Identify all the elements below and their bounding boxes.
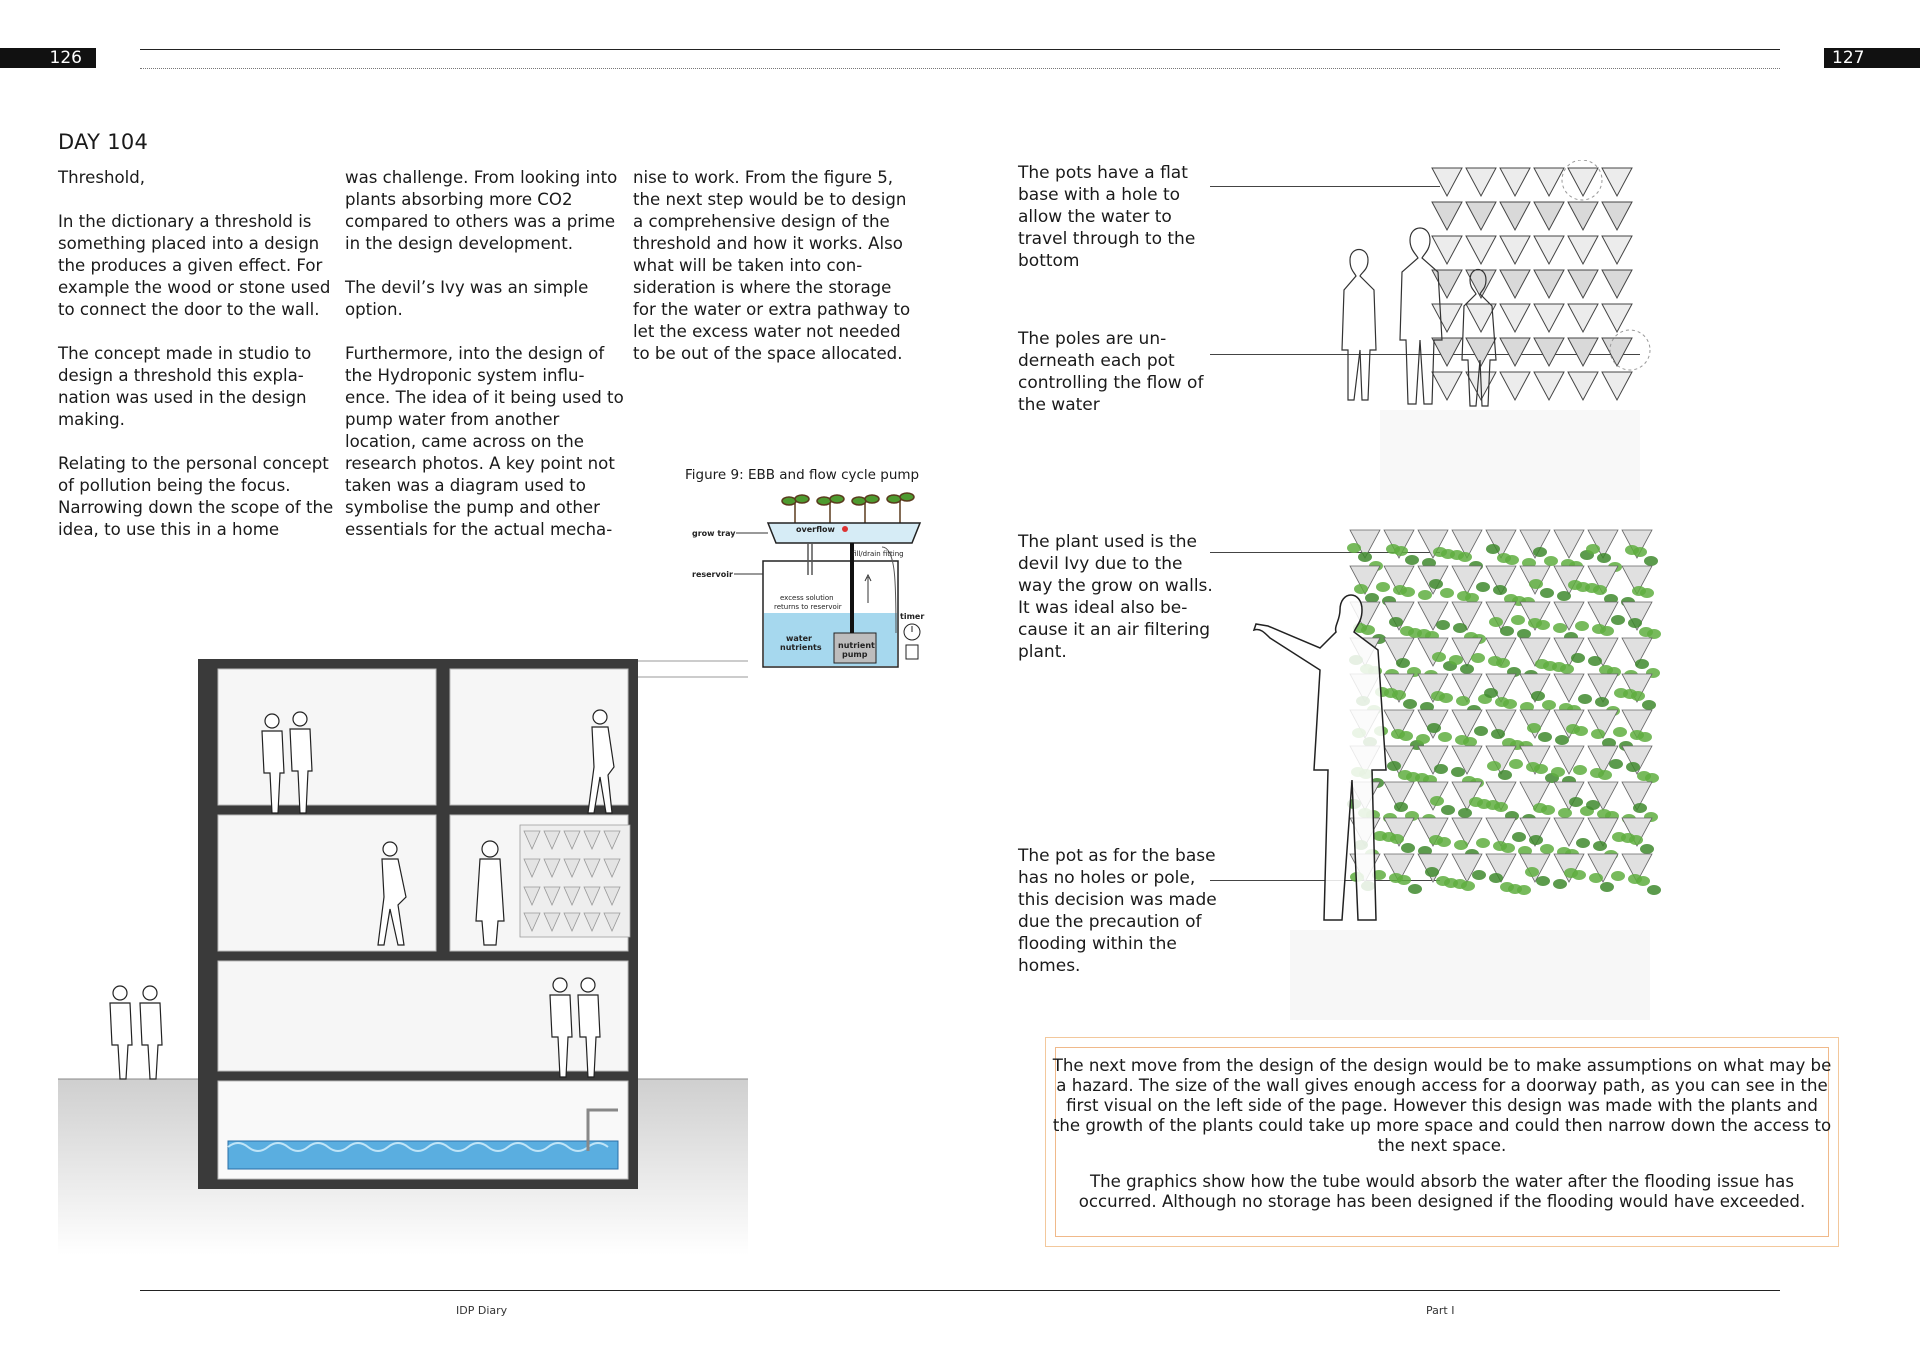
ivy-leaf [1575,621,1589,631]
ivy-leaf [1553,879,1567,889]
ivy-leaf [1512,832,1526,842]
ivy-leaf [1553,623,1567,633]
ivy-leaf [1557,591,1571,601]
ivy-leaf [1436,620,1450,630]
ivy-pot-shape [1384,746,1414,774]
pot-shape [1432,372,1462,400]
pot-shape [1500,338,1530,366]
pot-shape [1432,304,1462,332]
ivy-leaf [1405,555,1419,565]
callout-poles: The poles are un-derneath each pot controlling the flow of the water [1018,329,1204,415]
ivy-leaf [1517,629,1531,639]
ivy-leaf [1450,550,1464,560]
pot-shape [1432,270,1462,298]
paragraph: The concept made in studio to design a threshold this expla-nation was used in the design making. [58,344,312,429]
text-column-1 [58,167,340,563]
ivy-leaf [1576,838,1590,848]
ivy-leaf [1642,700,1656,710]
pot-shape [1602,236,1632,264]
ivy-leaf [1571,653,1585,663]
pot-shape [1432,202,1462,230]
callout-pots: The pots have a flat base with a hole to allow the water to travel through to the bottom [1018,163,1196,271]
pot-shape [1568,304,1598,332]
pot-shape [1500,236,1530,264]
pot-shape [1568,202,1598,230]
summary-paragraph: The graphics show how the tube would absorb the water after the flooding issue has occurred. Although no storage has been designed if the flooding would have exceeded. [1078,1172,1806,1211]
ivy-leaf [1611,615,1625,625]
ivy-leaf [1555,735,1569,745]
ivy-leaf [1593,841,1607,851]
ivy-leaf [1489,873,1503,883]
ivy-leaf [1441,805,1455,815]
header-dotted-rule [140,68,1780,69]
pot-shape [1568,236,1598,264]
ivy-leaf [1415,773,1429,783]
ivy-leaf [1408,884,1422,894]
pot-shape [1602,372,1632,400]
label-reservoir: reservoir [692,570,733,579]
ivy-leaf [1484,688,1498,698]
ivy-leaf [1440,588,1454,598]
paragraph: Furthermore, into the design of the Hydroponic system influ-ence. The idea of it being used to pump water from another location, came across on the research photos. A key point not taken was a diagram used to symbolise the pump and other essentials for the actual mecha- [345,344,624,539]
ivy-leaf [1591,729,1605,739]
pot-shape [1466,236,1496,264]
paragraph: The devil’s Ivy was an simple option. [345,278,589,319]
ivy-pot-shape [1418,638,1448,666]
label-pump-1: nutrient [838,641,875,650]
ivy-leaf [1628,618,1642,628]
building-section-illustration [58,655,758,1255]
ivy-pot-shape [1554,530,1584,558]
ivy-leaf [1488,656,1502,666]
ivy-leaf [1497,553,1511,563]
ivy-leaf [1433,547,1447,557]
ivy-leaf [1416,734,1430,744]
paragraph: nise to work. From the figure 5, the next step would be to design a comprehensive design of the threshold and how it works. Also what will be taken into con-sideration is where the storage for the water or extra pathway to let the excess water not needed to be out of the space allocated. [633,168,911,363]
ivy-leaf [1376,582,1390,592]
ivy-leaf [1449,655,1463,665]
ivy-leaf [1590,768,1604,778]
pot-shape [1432,338,1462,366]
pot-wall-render [1320,160,1660,500]
ivy-leaf [1566,724,1580,734]
ivy-leaf [1400,626,1414,636]
ivy-leaf [1525,867,1539,877]
ivy-leaf [1564,868,1578,878]
ivy-leaf [1613,727,1627,737]
pot-shape [1534,168,1564,196]
text-column-3 [633,167,911,387]
label-nutrients: nutrients [780,643,822,652]
ivy-leaf [1609,759,1623,769]
ivy-leaf [1387,761,1401,771]
callout-plant: The plant used is the devil Ivy due to the way the grow on walls. It was ideal also be-cause it an air filtering plant. [1018,532,1213,662]
pot-shape [1466,202,1496,230]
ivy-leaf [1472,870,1486,880]
ivy-leaf [1429,579,1443,589]
ivy-leaf [1432,652,1446,662]
ivy-leaf [1536,876,1550,886]
ivy-leaf [1401,843,1415,853]
ivy-leaf [1592,624,1606,634]
pot-shape [1568,270,1598,298]
ivy-leaf [1474,726,1488,736]
ivy-leaf [1586,544,1600,554]
ivy-leaf [1384,688,1398,698]
ivy-leaf [1458,808,1472,818]
left-page-number: 126 [0,48,96,68]
ivy-leaf [1647,885,1661,895]
paragraph: In the dictionary a threshold is something placed into a design the produces a given effect. For example the wood or stone used to connect the door to the wall. [58,212,331,319]
footer-right: Part I [1426,1304,1455,1317]
ivy-leaf [1630,730,1644,740]
ivy-leaf [1453,879,1467,889]
ivy-leaf [1394,802,1408,812]
ivy-leaf [1533,803,1547,813]
ivy-leaf [1471,653,1485,663]
paragraph: Threshold, [58,168,146,187]
ivy-leaf [1637,771,1651,781]
ivy-leaf [1623,689,1637,699]
footer-rule [140,1290,1780,1291]
ivy-leaf [1347,543,1361,553]
ivy-leaf [1417,629,1431,639]
pot-shape [1500,304,1530,332]
right-page-number: 127 [1824,48,1920,68]
pot-shape [1534,236,1564,264]
text-column-2 [345,167,627,563]
ebb-flow-diagram [690,485,930,675]
ivy-pot-grid [1347,530,1661,895]
ivy-leaf [1644,556,1658,566]
ivy-leaf [1431,691,1445,701]
ivy-leaf [1531,691,1545,701]
pot-shape [1568,372,1598,400]
ivy-leaf [1633,803,1647,813]
ivy-leaf [1511,615,1525,625]
ivy-leaf [1487,761,1501,771]
ivy-leaf [1599,665,1613,675]
header-rule [140,49,1780,50]
ivy-leaf [1389,617,1403,627]
ivy-leaf [1626,762,1640,772]
figure-caption: Figure 9: EBB and flow cycle pump [685,467,920,483]
pot-shape [1534,202,1564,230]
ivy-leaf [1455,735,1469,745]
ivy-leaf [1551,767,1565,777]
pot-shape [1534,304,1564,332]
ivy-leaf [1597,809,1611,819]
ivy-leaf [1469,797,1483,807]
summary-paragraph: The next move from the design of the design would be to make assumptions on what may be a hazard. The size of the wall gives enough access for a doorway path, as you can see in the first visual on the left side of the page. However this design was made with the plants and the growth of the plants could take up more space and could then narrow down the access to the next space. [1052,1056,1832,1155]
pot-shape [1602,304,1632,332]
ivy-leaf [1391,729,1405,739]
ivy-leaf [1489,617,1503,627]
ivy-leaf [1526,762,1540,772]
pot-shape [1500,168,1530,196]
label-grow-tray: grow tray [692,529,736,538]
label-excess-2: returns to reservoir [774,603,842,611]
ivy-leaf [1640,844,1654,854]
footer-left: IDP Diary [456,1304,508,1317]
day-heading: DAY 104 [58,130,149,154]
ivy-leaf [1476,838,1490,848]
ivy-leaf [1498,770,1512,780]
person-silhouette-icon [1254,595,1386,920]
ivy-leaf [1540,588,1554,598]
pot-shape [1602,270,1632,298]
ivy-leaf [1493,585,1507,595]
ivy-leaf [1454,840,1468,850]
room-top-left [218,669,436,805]
ivy-leaf [1425,867,1439,877]
ivy-leaf [1438,732,1452,742]
pot-shape [1602,202,1632,230]
ivy-leaf [1538,732,1552,742]
paragraph: was challenge. From looking into plants absorbing more CO2 compared to others was a prime in the design development. [345,168,618,253]
ivy-leaf [1389,873,1403,883]
label-water: water [786,634,812,643]
ivy-leaf [1358,552,1372,562]
pot-shape [1500,202,1530,230]
ivy-leaf [1436,876,1450,886]
pot-shape [1534,270,1564,298]
ivy-leaf [1354,584,1368,594]
plant-icons [782,493,914,525]
ivy-leaf [1528,618,1542,628]
callout-base-pot: The pot as for the base has no holes or pole, this decision was made due the precaution of flooding within the homes. [1018,846,1217,976]
ivy-leaf [1527,723,1541,733]
grow-tray [768,523,920,543]
ivy-leaf [1495,697,1509,707]
pot-shape [1568,168,1598,196]
summary-text [1050,1056,1834,1228]
ivy-wall-render [1210,520,1730,1020]
pot-shape [1534,338,1564,366]
pot-shape [1466,168,1496,196]
ivy-leaf [1434,764,1448,774]
ivy-leaf [1578,694,1592,704]
label-excess-1: excess solution [780,594,834,602]
ivy-leaf [1427,723,1441,733]
ivy-leaf [1611,871,1625,881]
ivy-leaf [1396,658,1410,668]
ivy-leaf [1628,874,1642,884]
ivy-leaf [1544,556,1558,566]
ivy-leaf [1500,626,1514,636]
pot-shape [1432,236,1462,264]
ivy-leaf [1586,800,1600,810]
ivy-leaf [1365,593,1379,603]
ivy-leaf [1430,796,1444,806]
label-overflow: overflow [796,525,835,534]
ivy-leaf [1552,662,1566,672]
ivy-leaf [1382,832,1396,842]
ivy-leaf [1500,882,1514,892]
ivy-leaf [1418,590,1432,600]
ivy-leaf [1386,544,1400,554]
ivy-leaf [1589,873,1603,883]
ivy-leaf [1491,729,1505,739]
ivy-leaf [1460,664,1474,674]
ivy-leaf [1540,844,1554,854]
ivy-leaf [1493,841,1507,851]
ivy-leaf [1486,800,1500,810]
pot-wall-small [520,825,630,937]
ivy-leaf [1542,700,1556,710]
ivy-leaf [1453,623,1467,633]
ivy-leaf [1588,656,1602,666]
pot-grid [1432,168,1632,400]
ivy-leaf [1568,580,1582,590]
ivy-leaf [1393,585,1407,595]
ivy-leaf [1639,627,1653,637]
pot-shape [1466,338,1496,366]
ivy-leaf [1403,699,1417,709]
reservoir-water [764,613,897,666]
pot-shape [1432,168,1462,196]
ivy-pot-shape [1418,782,1448,810]
ivy-leaf [1529,835,1543,845]
ivy-leaf [1595,697,1609,707]
ivy-leaf [1632,586,1646,596]
pot-shape [1466,304,1496,332]
ivy-leaf [1529,579,1543,589]
label-fill-drain: fill/drain fitting [852,550,904,558]
ivy-pot-shape [1486,602,1516,630]
pot-shape [1602,338,1632,366]
pot-shape [1568,338,1598,366]
ivy-leaf [1535,659,1549,669]
ivy-leaf [1533,547,1547,557]
ivy-leaf [1597,553,1611,563]
ivy-leaf [1398,770,1412,780]
ivy-leaf [1585,583,1599,593]
ivy-leaf [1621,833,1635,843]
pot-shape [1534,372,1564,400]
ivy-leaf [1509,759,1523,769]
ivy-leaf [1457,591,1471,601]
ivy-leaf [1600,882,1614,892]
ivy-leaf [1476,582,1490,592]
ivy-leaf [1558,808,1572,818]
ivy-leaf [1635,659,1649,669]
pot-shape [1500,270,1530,298]
ivy-leaf [1456,696,1470,706]
ivy-leaf [1429,835,1443,845]
ivy-leaf [1569,797,1583,807]
pot-shape [1500,372,1530,400]
ivy-leaf [1625,545,1639,555]
paragraph: Relating to the personal concept of pollution being the focus. Narrowing down the scope of the idea, to use this in a home [58,454,334,539]
pot-shape [1602,168,1632,196]
ivy-leaf [1486,544,1500,554]
ivy-leaf [1573,765,1587,775]
ivy-leaf [1451,767,1465,777]
label-pump-2: pump [842,650,868,659]
ivy-leaf [1517,885,1531,895]
label-timer: timer [900,612,925,621]
